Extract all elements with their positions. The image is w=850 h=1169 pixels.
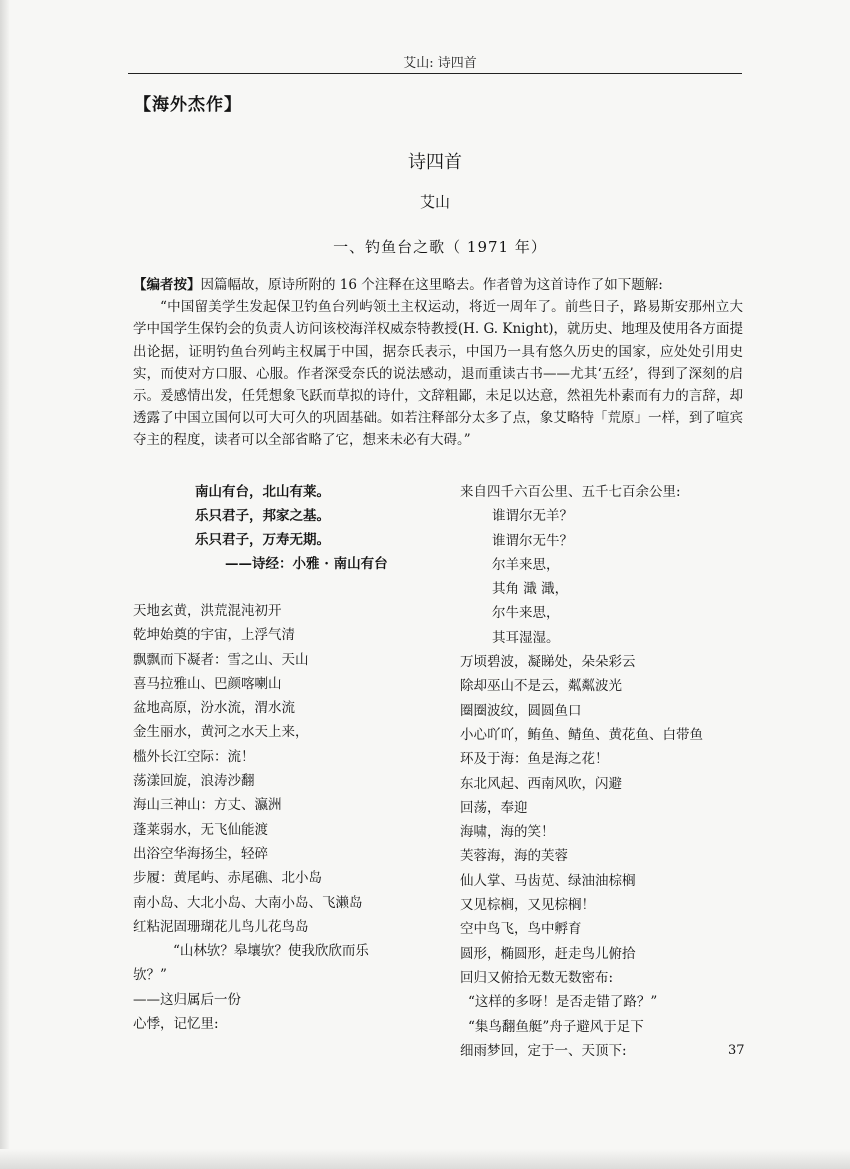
poem-line: 小心吖吖，鲔鱼、鲭鱼、黄花鱼、白带鱼 <box>460 726 703 743</box>
poem-line: 盆地高原，汾水流，渭水流 <box>133 700 295 717</box>
running-header: 艾山: 诗四首 <box>403 56 477 71</box>
editor-note-label: 【编者按】 <box>133 277 201 293</box>
poem-line: 蓬莱弱水，无飞仙能渡 <box>133 821 268 838</box>
poem-line: 万顷碧波，凝睇处，朵朵彩云 <box>460 654 636 671</box>
poem-line: 仙人掌、马齿苋、绿油油棕榈 <box>460 872 636 889</box>
poem-line: 天地玄黄，洪荒混沌初开 <box>133 603 282 619</box>
page-bottom-edge <box>0 1149 850 1169</box>
poem-indented-line: 谁谓尔无羊？ <box>492 508 573 525</box>
poem-line: 海山三神山：方丈、瀛洲 <box>133 797 282 814</box>
poem-line: 海啸，海的笑！ <box>460 824 555 841</box>
poem-indented-line: 尔牛来思， <box>492 605 560 622</box>
poem-line: 飘飘而下凝者：雪之山、天山 <box>133 651 309 668</box>
poem-line: ——这归属后一份 <box>133 991 241 1008</box>
poem-line: 又见棕榈，又见棕榈！ <box>460 897 595 914</box>
author-name: 艾山 <box>419 193 450 211</box>
poem-line: 回归又俯拾无数无数密布: <box>460 969 614 986</box>
poem-line: 细雨梦回，定于一、天顶下: <box>460 1042 627 1059</box>
poem-quote-line: 欤？” <box>133 967 167 984</box>
poem-line: 南小岛、大北小岛、大南小岛、飞濑岛 <box>133 894 363 911</box>
poem-line: 圆形，椭圆形，赶走鸟儿俯拾 <box>460 945 636 962</box>
poem-line: 来自四千六百公里、五千七百余公里: <box>460 484 681 500</box>
poem-line: 步履：黄尾屿、赤尾礁、北小岛 <box>133 870 322 887</box>
page-number: 37 <box>728 1043 745 1058</box>
poem-right-column <box>460 480 750 1063</box>
poem-line: 出浴空华海扬尘，轻碎 <box>133 845 268 862</box>
epigraph <box>195 480 388 576</box>
poem-line: 除却巫山不是云，粼粼波光 <box>460 678 622 695</box>
poem-indented-line: 其角 濈 濈， <box>492 581 569 598</box>
epigraph-line: 乐只君子，万寿无期。 <box>195 532 330 548</box>
poem-line: 芙蓉海，海的芙蓉 <box>460 848 568 865</box>
poem-line: 喜马拉雅山、巴颜喀喇山 <box>133 675 282 692</box>
poem-line: 圈圈波纹，圆圆鱼口 <box>460 702 582 719</box>
poem-indented-line: 尔羊来思， <box>492 556 560 573</box>
epigraph-line: 南山有台，北山有莱。 <box>195 484 330 500</box>
editor-note <box>133 274 743 452</box>
poem-line: 乾坤始奠的宇宙，上浮气清 <box>133 627 295 644</box>
editor-note-intro <box>133 274 743 296</box>
poem-line: 金生丽水，黄河之水天上来， <box>133 724 309 741</box>
poem-left-column <box>133 599 433 1036</box>
poem-line: 回荡，奉迎 <box>460 799 528 816</box>
editor-note-quote: “中国留美学生发起保卫钓鱼台列屿领土主权运动，将近一周年了。前些日子，路易斯安那州立大学中国学生保钓会的负责人访问该校海洋权威奈特教授(H. G. Knight)，就历史、地理及使用各方面提出论据，证明钓鱼台列屿主权属于中国，据奈氏表示，中国乃一具有悠久历史的国家，应处处引用史实，而使对方口服、心服。作者深受奈氏的说法感动，退而重读古书——尤其‘五经’，得到了深刻的启示。爰感情出发，任凭想象飞跃而草拟的诗什，文辞粗鄙，未足以达意，然祖先朴素而有力的言辞，却透露了中国立国何以可大可久的巩固基础。如若注释部分太多了点，象艾略特「荒原」一样，到了喧宾夺主的程度，读者可以全部省略了它，想来未必有大碍。” <box>133 299 743 449</box>
editor-note-intro-text: 因篇幅故，原诗所附的 16 个注释在这里略去。作者曾为这首诗作了如下题解: <box>200 277 663 293</box>
poem-subtitle: 一、钓鱼台之歌（ 1971 年） <box>333 238 547 256</box>
poem-quote-line: “这样的多呀！是否走错了路？” <box>468 994 658 1011</box>
epigraph-line: 乐只君子，邦家之基。 <box>195 508 330 524</box>
poem-line: 心悸，记忆里: <box>133 1016 219 1033</box>
poem-line: 荡漾回旋，浪涛沙翻 <box>133 773 255 790</box>
poem-line: 槛外长江空际：流！ <box>133 748 255 765</box>
poem-indented-line: 谁谓尔无牛？ <box>492 532 573 549</box>
poem-indented-line: 其耳湿湿。 <box>492 629 560 646</box>
poem-line: 东北风起、西南风吹，闪避 <box>460 775 622 792</box>
poem-quote-line: “山林欤？皋壤欤？使我欣欣而乐 <box>173 943 369 960</box>
section-label: 【海外杰作】 <box>134 95 242 115</box>
poem-line: 环及于海：鱼是海之花！ <box>460 751 609 768</box>
poem-title: 诗四首 <box>408 152 462 173</box>
epigraph-source: ——诗经：小雅 · 南山有台 <box>225 556 388 572</box>
poem-line: 红粘泥固珊瑚花儿鸟儿花鸟岛 <box>133 918 309 935</box>
poem-line: 空中鸟飞，鸟中孵育 <box>460 921 582 938</box>
page-binding-shadow <box>0 0 10 1169</box>
header-rule <box>128 73 742 74</box>
poem-quote-line: “集鸟翻鱼艇”舟子避风于足下 <box>468 1018 644 1035</box>
